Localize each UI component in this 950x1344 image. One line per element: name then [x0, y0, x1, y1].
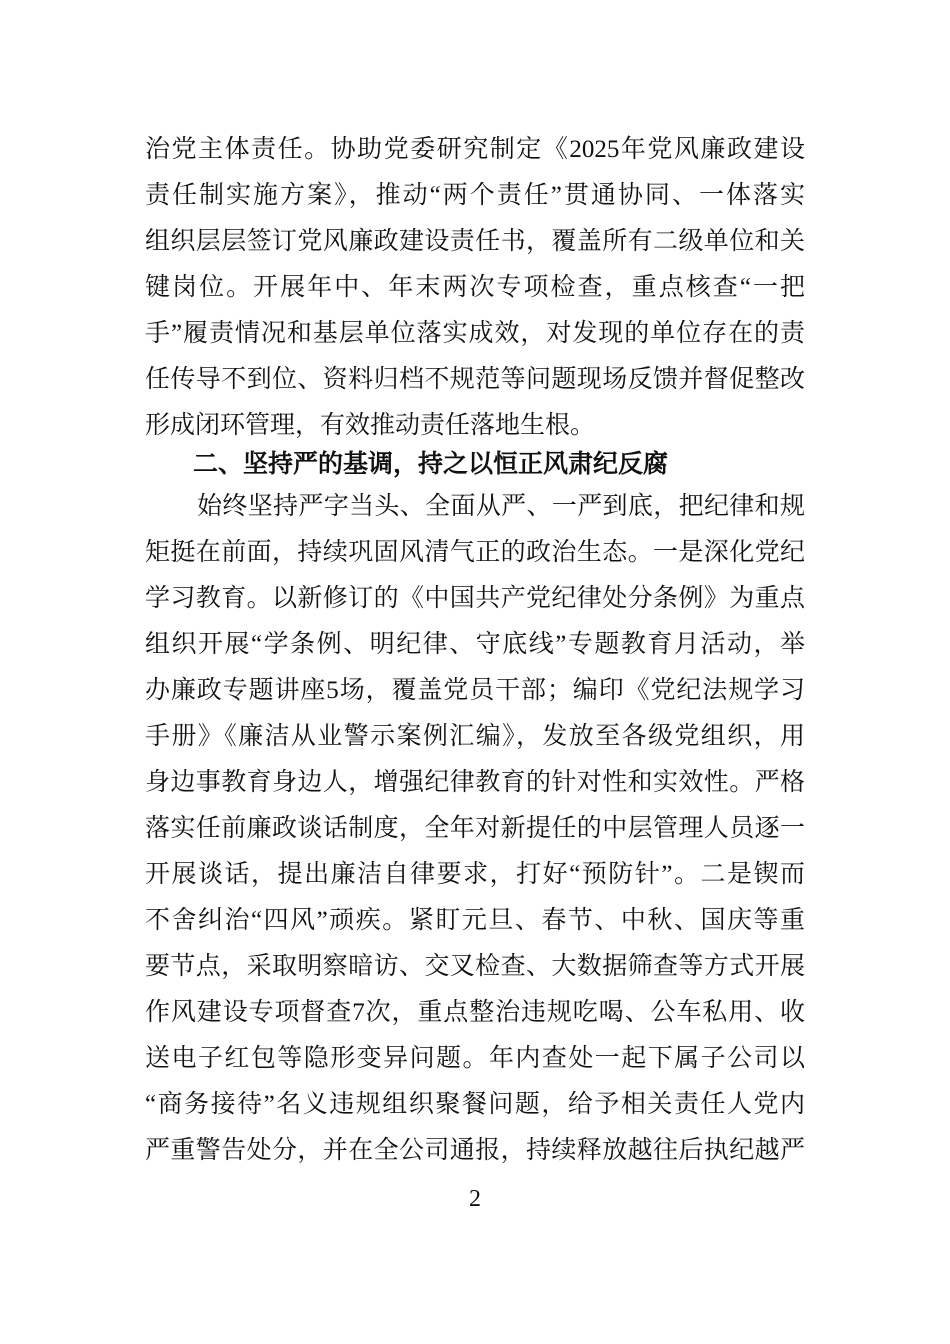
- text-line: 始终坚持严字当头、全面从严、一严到底，把纪律和规: [197, 493, 805, 520]
- text-line: 开展谈话，提出廉洁自律要求，打好“预防针”。二是锲而: [145, 861, 805, 888]
- text-line: 送电子红包等隐形变异问题。年内查处一起下属子公司以: [145, 1045, 805, 1072]
- text-line: 组织开展“学条例、明纪律、守底线”专题教育月活动，举: [145, 631, 805, 658]
- text-line: 形成闭环管理，有效推动责任落地生根。: [145, 412, 596, 439]
- text-line: 手”履责情况和基层单位落实成效，对发现的单位存在的责: [145, 320, 805, 347]
- text-line: 手册》《廉洁从业警示案例汇编》，发放至各级党组织，用: [145, 723, 805, 750]
- text-line: 严重警告处分，并在全公司通报，持续释放越往后执纪越严: [145, 1137, 805, 1164]
- text-line: 不舍纠治“四风”顽疾。紧盯元旦、春节、中秋、国庆等重: [145, 907, 805, 934]
- text-line: 矩挺在前面，持续巩固风清气正的政治生态。一是深化党纪: [145, 539, 805, 566]
- text-line: 要节点，采取明察暗访、交叉检查、大数据筛查等方式开展: [145, 953, 805, 980]
- text-line: 身边事教育身边人，增强纪律教育的针对性和实效性。严格: [145, 769, 805, 796]
- text-line: 键岗位。开展年中、年末两次专项检查，重点核查“一把: [145, 274, 805, 301]
- text-line: “商务接待”名义违规组织聚餐问题，给予相关责任人党内: [145, 1091, 805, 1118]
- text-line: 作风建设专项督查7次，重点整治违规吃喝、公车私用、收: [145, 999, 805, 1026]
- text-line: 任传导不到位、资料归档不规范等问题现场反馈并督促整改: [145, 366, 805, 393]
- text-line: 办廉政专题讲座5场，覆盖党员干部；编印《党纪法规学习: [145, 677, 805, 704]
- text-line: 组织层层签订党风廉政建设责任书，覆盖所有二级单位和关: [145, 228, 805, 255]
- text-line: 责任制实施方案》，推动“两个责任”贯通协同、一体落实: [145, 182, 805, 209]
- page-number: 2: [469, 1186, 481, 1212]
- text-line: 治党主体责任。协助党委研究制定《2025年党风廉政建设: [145, 136, 805, 163]
- section-heading: 二、坚持严的基调，持之以恒正风肃纪反腐: [193, 449, 669, 478]
- text-line: 落实任前廉政谈话制度，全年对新提任的中层管理人员逐一: [145, 815, 805, 842]
- text-line: 学习教育。以新修订的《中国共产党纪律处分条例》为重点: [145, 585, 805, 612]
